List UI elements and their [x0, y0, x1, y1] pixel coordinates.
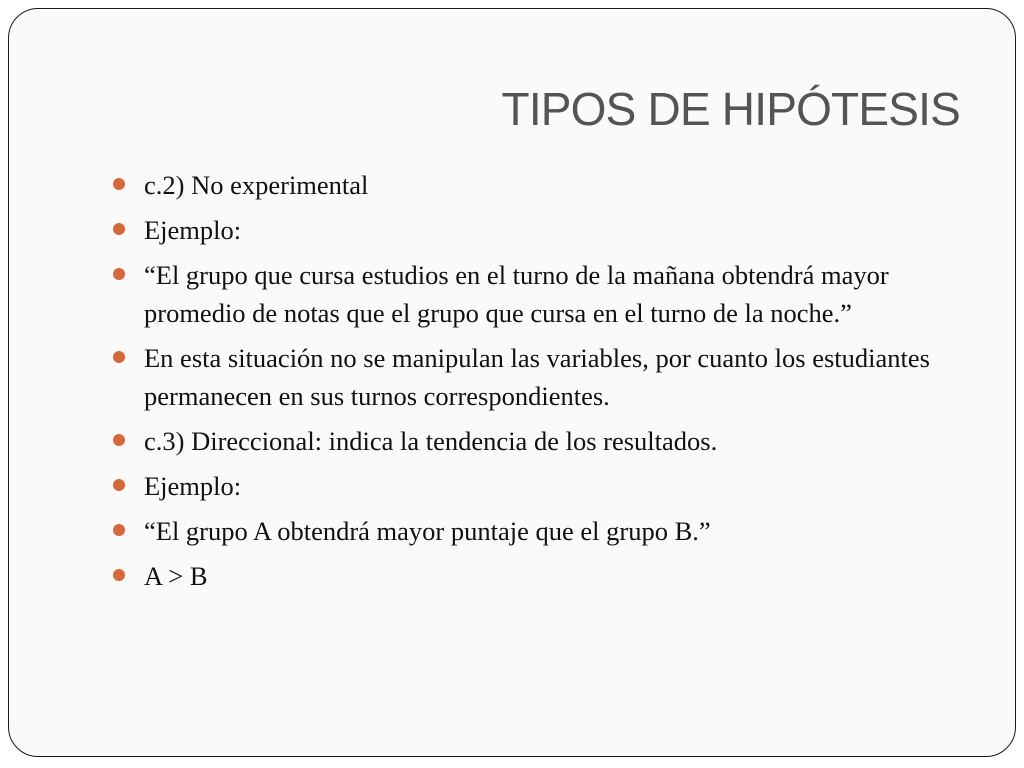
bullet-dot-icon — [113, 569, 125, 581]
bullet-list — [112, 166, 962, 602]
bullet-text: “El grupo que cursa estudios en el turno de la mañana obtendrá mayor promedio de notas que el grupo que cursa en el turno de la noche.” — [144, 260, 889, 328]
bullet-item — [112, 512, 962, 550]
bullet-item — [112, 256, 962, 332]
bullet-item — [112, 467, 962, 505]
bullet-text: En esta situación no se manipulan las variables, por cuanto los estudiantes permanecen en sus turnos correspondientes. — [144, 343, 930, 411]
bullet-item — [112, 339, 962, 415]
bullet-item — [112, 557, 962, 595]
slide-title: TIPOS DE HIPÓTESIS — [501, 83, 960, 135]
bullet-text: A > B — [144, 561, 208, 591]
bullet-dot-icon — [113, 524, 125, 536]
bullet-text: c.2) No experimental — [144, 170, 369, 200]
bullet-item — [112, 422, 962, 460]
bullet-dot-icon — [113, 268, 125, 280]
bullet-text: Ejemplo: — [144, 215, 242, 245]
bullet-text: c.3) Direccional: indica la tendencia de los resultados. — [144, 426, 718, 456]
bullet-item — [112, 166, 962, 204]
bullet-dot-icon — [113, 434, 125, 446]
bullet-text: “El grupo A obtendrá mayor puntaje que el grupo B.” — [144, 516, 711, 546]
bullet-dot-icon — [113, 178, 125, 190]
bullet-text: Ejemplo: — [144, 471, 242, 501]
bullet-dot-icon — [113, 223, 125, 235]
bullet-item — [112, 211, 962, 249]
bullet-dot-icon — [113, 479, 125, 491]
bullet-dot-icon — [113, 351, 125, 363]
